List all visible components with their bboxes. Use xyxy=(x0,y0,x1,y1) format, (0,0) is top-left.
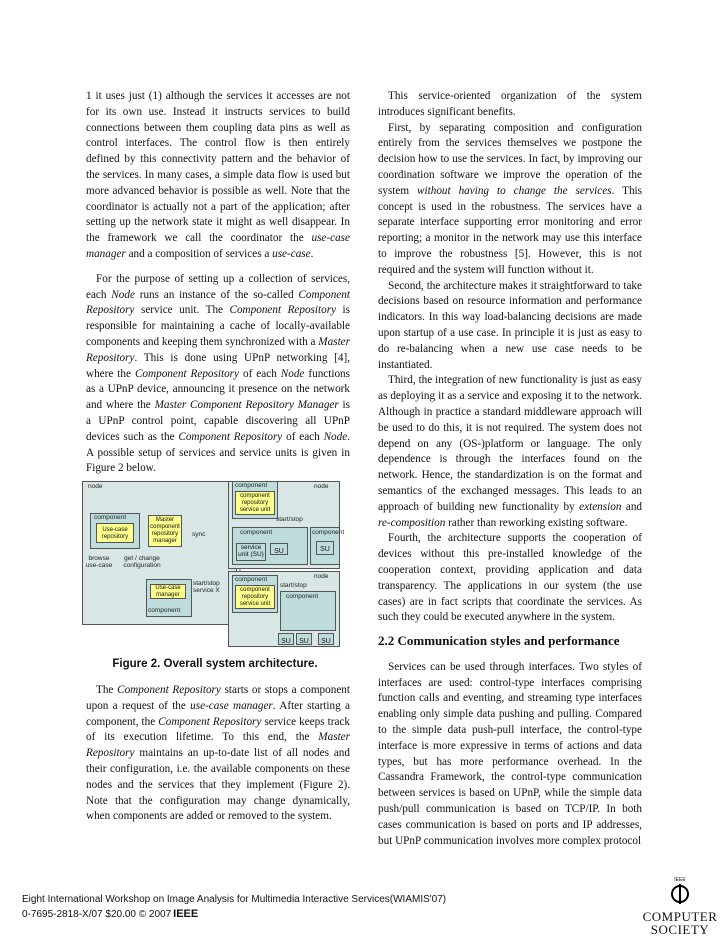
start-stop-service-x-label: start/stop service X xyxy=(193,580,220,595)
paragraph: This service-oriented organization of the system introduces significant benefits. xyxy=(378,90,642,118)
paragraph: Fourth, the architecture supports the cooperation of devices without this pre-installed knowledge of the cooperation context, providing application and data transparency. The applications in our system (the use cases) are in fact scripts that coordinate the services. As such they could be executed anywhere in the system. xyxy=(378,532,642,624)
footer-copyright: 0-7695-2818-X/07 $20.00 © 2007 IEEE xyxy=(22,908,199,920)
paragraph: Services can be used through interfaces. Two styles of interfaces are used: control-type interfaces comprising function calls and eventing, and streaming type interfaces enabling only simple data pushing and pulling. Compared to the simple data push-pull interface, the control-type interface is more expressive in terms of actions and data types, but has more performance overhead. In the Cassandra Framework, the control-type communication between services is based on UPnP, while the simple data push/pull communication is based on TCP/IP. In both cases communication is based on ports and IP addresses, but UPnP communication involves more complex protocol xyxy=(378,660,642,847)
section-heading: 2.2 Communication styles and performance xyxy=(378,633,620,649)
master-repository-manager: Master component repository manager xyxy=(148,515,182,547)
right-column xyxy=(378,89,642,849)
sync-label: sync xyxy=(192,531,206,539)
node-label: node xyxy=(314,573,329,581)
component-label: component xyxy=(94,514,127,522)
component-label: component xyxy=(148,607,181,615)
paragraph: Third, the integration of new functionality is just as easy as deploying it as a service and exposing it to the network. Although in practice a standard middleware approach will be used to do this, it is not required. The system does not depend on any (OS-)platform or language. The only dependence is through the interfaces found on the network. Hence, the standardization is on the format and semantics of the exchanged messages. This leads to an approach of building new functionality by extension and re-composition rather than reworking existing software. xyxy=(378,374,643,529)
paragraph: For the purpose of setting up a collection of services, each Node runs an instance of the so-called Component Repository service unit. The Component Repository is responsible for maintaining a cache of locally-available components and keeping them synchronized with a Master Repository. This is done using UPnP networking [4], where the Component Repository of each Node functions as a UPnP device, announcing it presence on the network and where the Master Component Repository Manager is a UPnP control point, capable discovering all UPnP devices such as the Component Repository of each Node. A possible setup of services and service units is given in Figure 2 below. xyxy=(86,272,351,475)
footer xyxy=(22,893,446,922)
computer-society-logo: IEEE COMPUTER SOCIETY xyxy=(642,877,718,937)
component-label: component xyxy=(286,593,319,601)
use-case-repository: Use-case repository xyxy=(96,523,134,543)
node-label: node xyxy=(88,483,103,491)
paragraph: The Component Repository starts or stops a component upon a request of the use-case manager. After starting a component, the Component Repository service keeps track of its execution lifetime. To this end, the Master Repository maintains an up-to-date list of all nodes and their configuration, i.e. the available components on these nodes and the services that they implement (Figure 2). Note that the configuration may change dynamically, when components are added or removed to the system. xyxy=(86,683,351,823)
paragraph: 1 it uses just (1) although the services it accesses are not for its own use. Instead it instructs services to build connections between them coupling data pins as well as control interfaces. The control flow is then entirely defined by this connectivity pattern and the behavior of the services. In many cases, a simple data flow is used but more advanced behavior is possible as well. Note that the coordinator is actually not a part of the application; after setting up the network state it might as well disappear. In the framework we call the coordinator the use-case manager and a composition of services a use-case. xyxy=(86,90,350,260)
start-stop-label: start/stop xyxy=(276,516,303,524)
paragraph: First, by separating composition and configuration entirely from the services themselves we postpone the decision how to use the services. In fact, by improving our coordination software we improve the operation of the system without having to change the services. This concept is used in the robustness. The services have a separate interface supporting error monitoring and error reporting; a monitor in the network may use this interface to improve the robustness [5]. However, this is not required and the system will function without it. xyxy=(378,121,643,276)
su-box: SU xyxy=(296,633,312,645)
use-case-manager: Use-case manager xyxy=(150,584,186,599)
service-unit-su: service unit (SU) xyxy=(236,543,266,561)
browse-use-case-label: browse use-case xyxy=(85,555,113,570)
architecture-figure xyxy=(80,479,345,647)
su-box: SU xyxy=(318,633,334,645)
component-repository-service-unit: component repository service unit xyxy=(235,585,275,609)
computer-society-emblem-icon xyxy=(669,883,691,905)
su-box: SU xyxy=(278,633,294,645)
component-label: component xyxy=(240,529,273,537)
su-box: SU xyxy=(316,541,334,555)
left-column xyxy=(86,89,350,825)
su-box: SU xyxy=(270,543,288,555)
start-stop-label: start/stop xyxy=(280,582,307,590)
component-label: component xyxy=(312,529,345,537)
figure-caption: Figure 2. Overall system architecture. xyxy=(112,658,318,671)
footer-conference: Eight International Workshop on Image Analysis for Multimedia Interactive Services(WIAMIS'07) xyxy=(22,894,447,905)
paragraph: Second, the architecture makes it straightforward to take decisions based on resource information and performance indicators. In this way load-balancing decisions are made upon startup of a use case. In principle it is just as easy to do re-balancing when a new use case needs to be instantiated. xyxy=(378,279,642,371)
component-repository-service-unit: component repository service unit xyxy=(235,491,275,515)
component-label: component xyxy=(235,576,268,584)
node-label: node xyxy=(314,483,329,491)
ieee-logo: IEEE xyxy=(173,908,199,920)
get-change-configuration-label: get / change configuration xyxy=(123,555,161,570)
component-label: component xyxy=(235,482,268,490)
